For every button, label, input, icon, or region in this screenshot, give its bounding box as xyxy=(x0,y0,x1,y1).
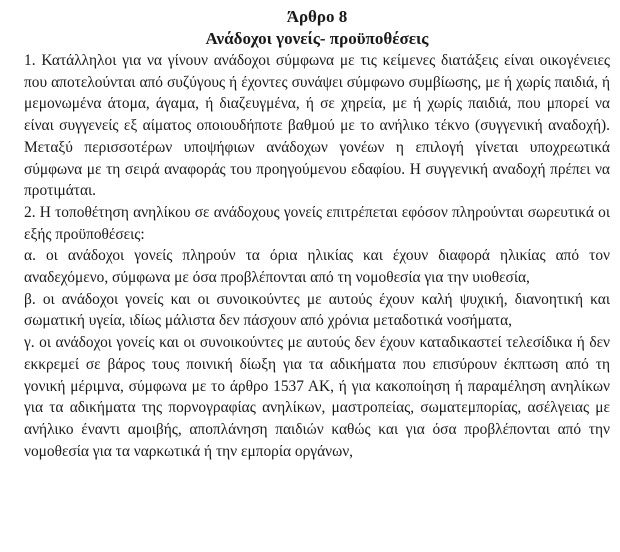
paragraph-2c: γ. οι ανάδοχοι γονείς και οι συνοικούντες με αυτούς δεν έχουν καταδικαστεί τελεσίδικα ή δεν εκκρεμεί σε βάρος τους ποινική δίωξη για τα αδικήματα που επισύρουν έκπτωση από τη γονική μέριμνα, σύμφωνα με το άρθρο 1537 ΑΚ, ή για κακοποίηση ή παραμέληση ανηλίκων για τα αδικήματα της πορνογραφίας ανηλίκων, μαστροπείας, σωματεμπορίας, ασέλγειας με ανήλικο έναντι αμοιβής, αποπλάνηση παιδιών καθώς και για όσα προβλέπονται από την νομοθεσία για τα ναρκωτικά ή την εμπορία οργάνων, xyxy=(24,334,610,460)
article-subheading: Ανάδοχοι γονείς- προϋποθέσεις xyxy=(205,29,429,48)
paragraph-2a: α. οι ανάδοχοι γονείς πληρούν τα όρια ηλικίας και έχουν διαφορά ηλικίας από τον αναδεχόμενο, σύμφωνα με όσα προβλέπονται από τη νομοθεσία για την υιοθεσία, xyxy=(24,247,610,287)
document-page xyxy=(24,6,610,462)
article-heading: Άρθρο 8 xyxy=(286,7,348,26)
paragraph-2b: β. οι ανάδοχοι γονείς και οι συνοικούντες με αυτούς έχουν καλή ψυχική, διανοητική και σωματική υγεία, ιδίως μάλιστα δεν πάσχουν από χρόνια μεταδοτικά νοσήματα, xyxy=(24,290,610,330)
paragraph-1: 1. Κατάλληλοι για να γίνουν ανάδοχοι σύμφωνα με τις κείμενες διατάξεις είναι οικογένειες που αποτελούνται από συζύγους ή έχοντες συνάψει σύμφωνο συμβίωσης, με ή χωρίς παιδιά, ή μεμονωμένα άτομα, άγαμα, ή διαζευγμένα, ή σε χηρεία, με ή χωρίς παιδιά, που μπορεί να είναι συγγενείς εξ αίματος οποιουδήποτε βαθμού με το ανήλικο τέκνο (συγγενική αναδοχή). Μεταξύ περισσοτέρων υποψήφιων ανάδοχων γονέων η επιλογή γίνεται υποχρεωτικά σύμφωνα με τη σειρά αναφοράς του προηγούμενου εδαφίου. Η συγγενική αναδοχή πρέπει να προτιμάται. xyxy=(24,52,610,200)
paragraph-2: 2. Η τοποθέτηση ανηλίκου σε ανάδοχους γονείς επιτρέπεται εφόσον πληρούνται σωρευτικά οι εξής προϋποθέσεις: xyxy=(24,203,610,243)
